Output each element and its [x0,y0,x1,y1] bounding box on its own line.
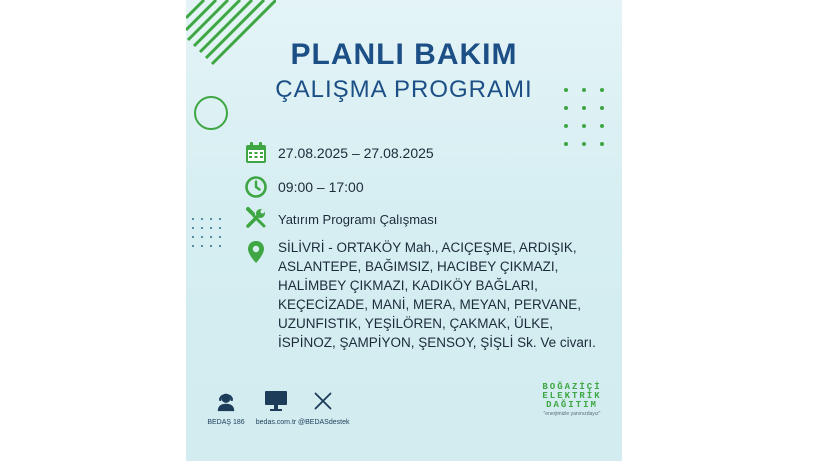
logo-line-3: DAĞITIM [546,400,598,410]
date-range: 27.08.2025 – 27.08.2025 [278,145,434,161]
address-row [244,238,598,352]
tools-icon [244,206,268,230]
location-pin-icon [244,240,268,264]
work-type-row [244,206,437,230]
clock-icon [244,175,268,199]
date-row [244,141,434,165]
address-line: SİLİVRİ - ORTAKÖY Mah., ACIÇEŞME, ARDIŞIK, [278,240,577,255]
company-logo [532,383,612,417]
address-list [278,238,598,352]
calendar-icon [244,141,268,165]
logo-line-2: ELEKTRİK [542,391,602,401]
logo-line-1: BOĞAZİÇİ [542,382,602,392]
address-line: HALİMBEY ÇIKMAZI, KADIKÖY BAĞLARI, [278,278,538,293]
monitor-icon [264,390,288,412]
phone-contact [206,390,246,426]
headset-icon [215,390,237,412]
decorative-dots-left [192,218,222,248]
logo-slogan: "enerjimizle yanınızdayız" [543,411,601,417]
time-range: 09:00 – 17:00 [278,179,364,195]
x-contact [298,390,348,426]
time-row [244,175,364,199]
announcement-card [186,0,622,461]
address-line: ASLANTEPE, BAĞIMSIZ, HACIBEY ÇIKMAZI, [278,259,559,274]
phone-label: BEDAŞ 186 [207,419,245,426]
x-logo-icon [313,390,333,412]
page-title: PLANLI BAKIM [290,38,518,71]
address-line: KEÇECİZADE, MANİ, MERA, MEYAN, PERVANE, [278,297,582,312]
page-subtitle: ÇALIŞMA PROGRAMI [275,76,533,103]
x-label: @BEDASdestek [298,419,350,426]
website-contact [252,390,300,426]
work-type: Yatırım Programı Çalışması [278,212,438,227]
address-line: İSPİNOZ, ŞAMPİYON, ŞENSOY, ŞİŞLİ Sk. Ve civarı. [278,335,596,350]
website-label: bedas.com.tr [255,419,297,426]
address-line: UZUNFISTIK, YEŞİLÖREN, ÇAKMAK, ÜLKE, [278,316,554,331]
